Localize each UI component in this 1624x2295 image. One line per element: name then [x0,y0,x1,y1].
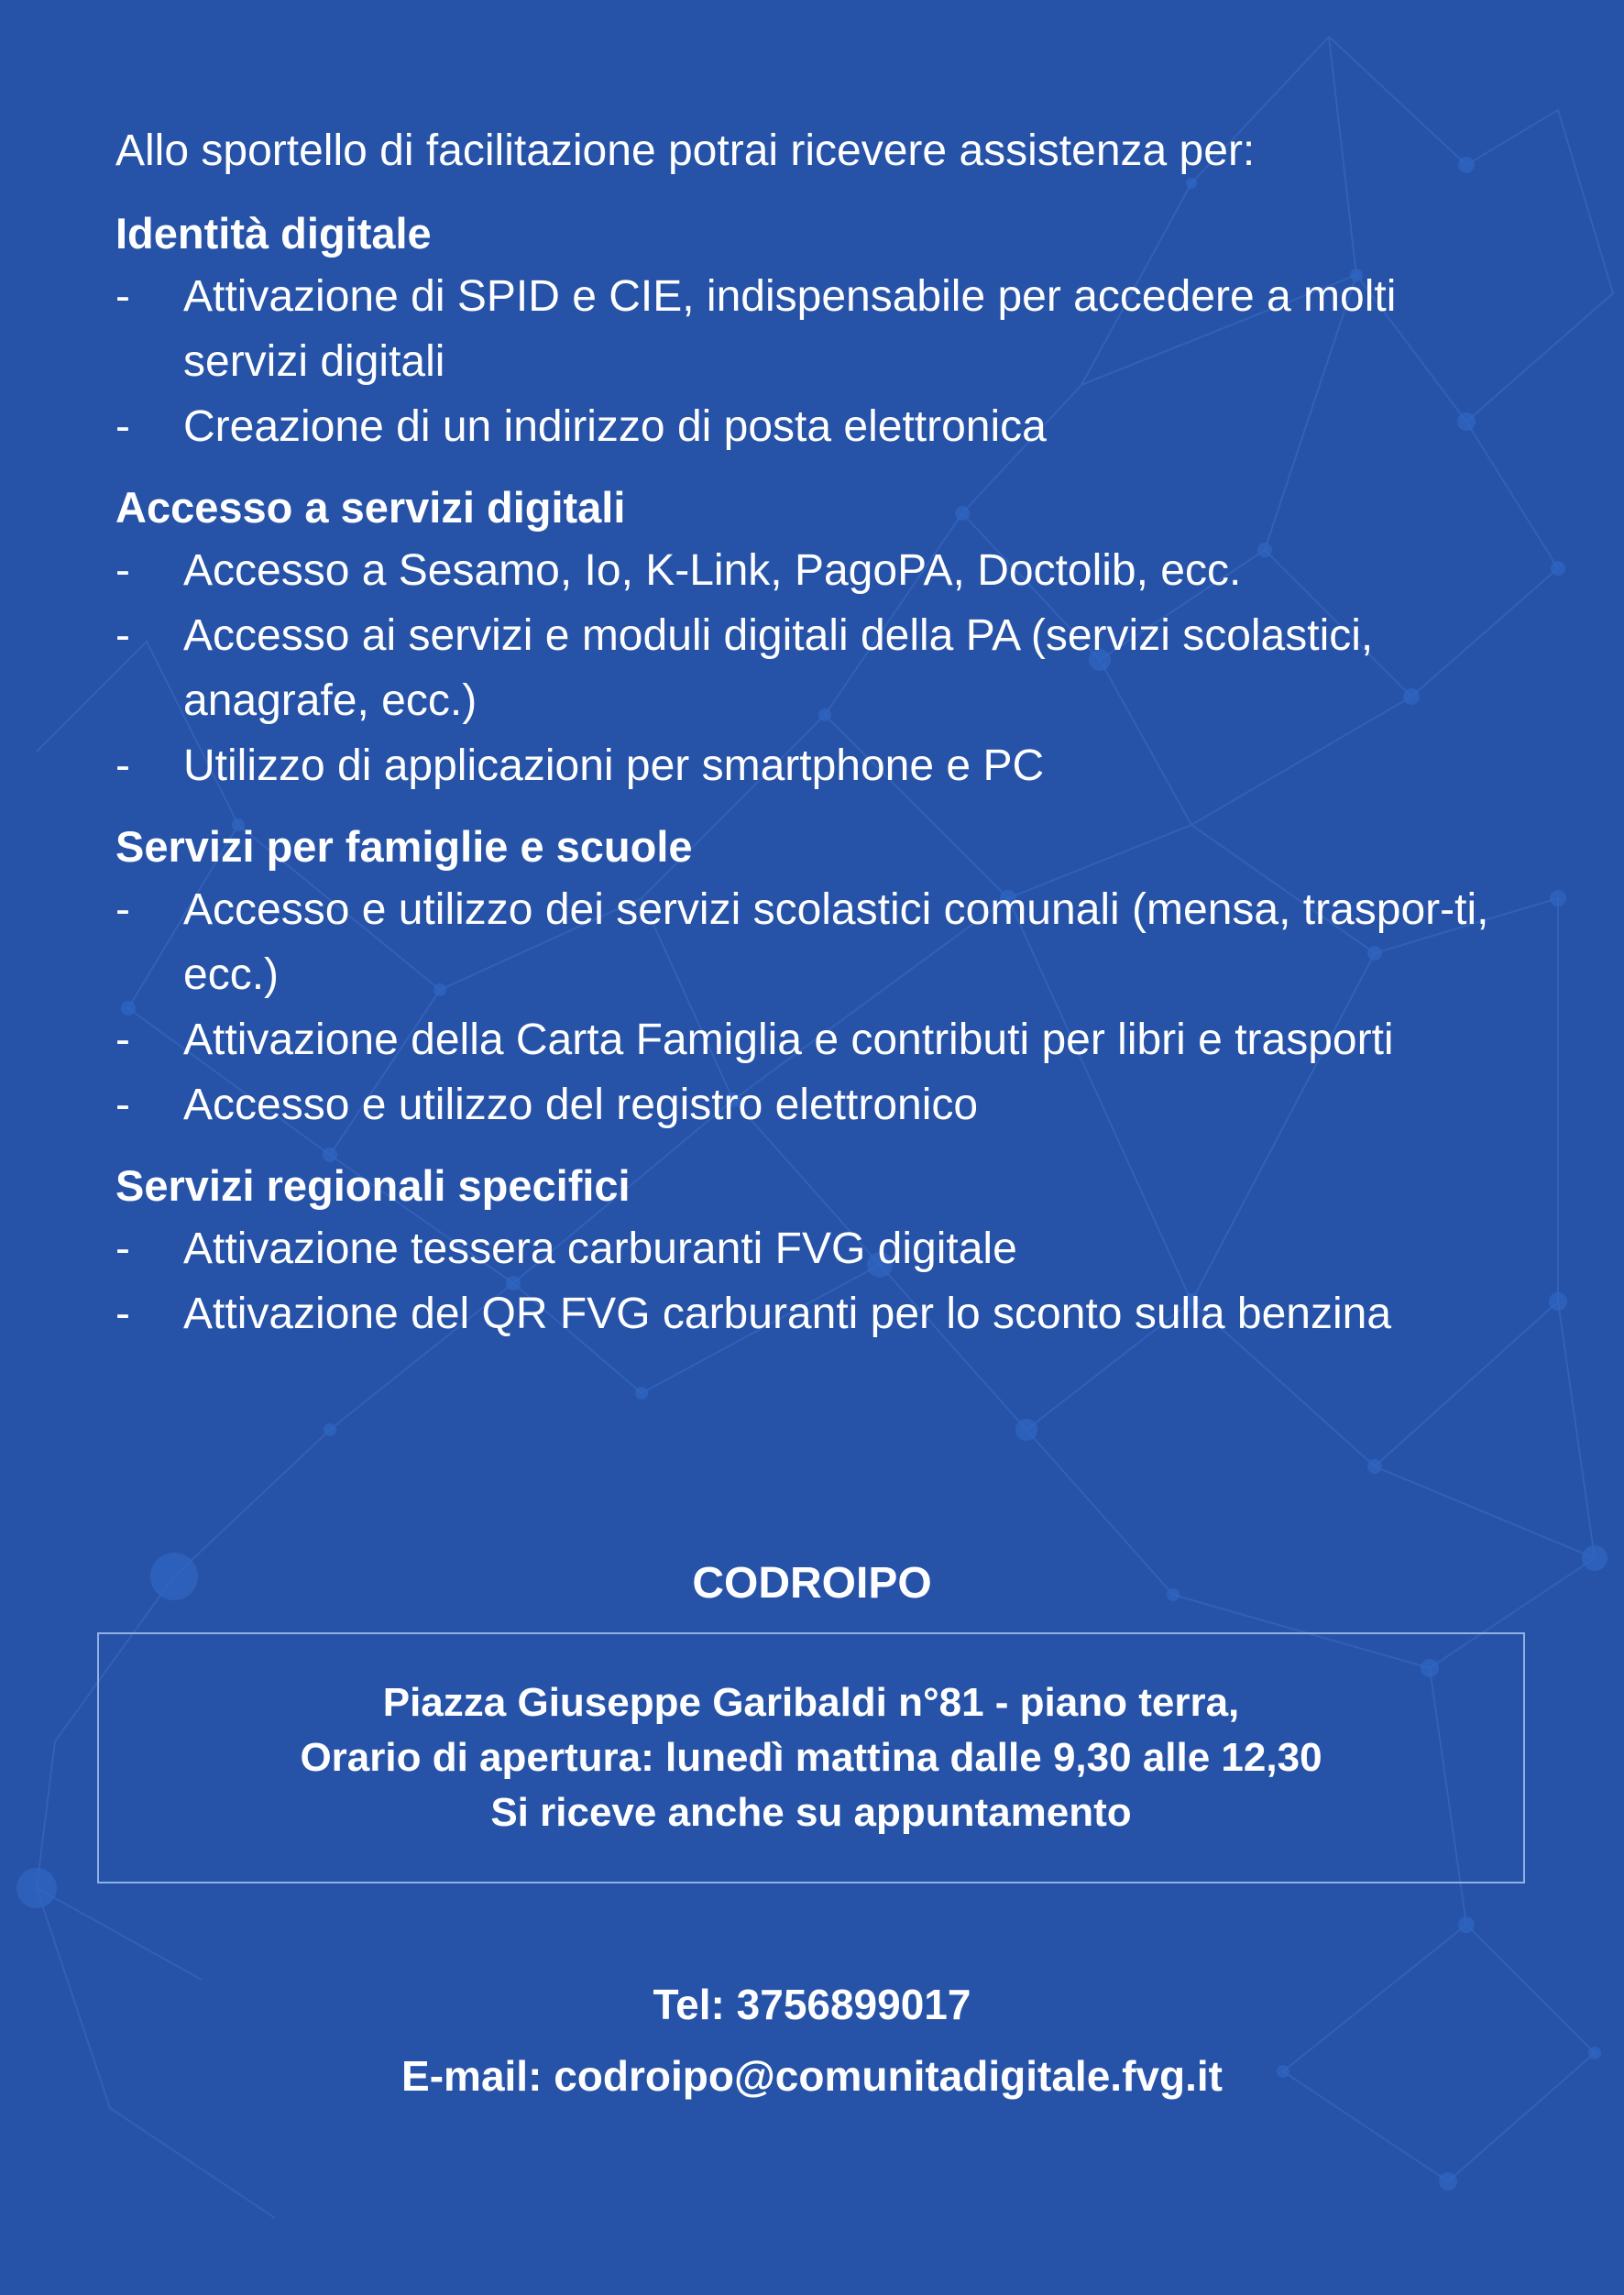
section-title: Servizi regionali specifici [115,1161,631,1210]
list-item-text: Attivazione del QR FVG carburanti per lo sconto sulla benzina [183,1290,1392,1338]
section-title: Servizi per famiglie e scuole [115,822,693,871]
list-item-text: Attivazione di SPID e CIE, indispensabile per accedere a molti servizi digitali [183,272,1397,386]
list-item-text: Accesso ai servizi e moduli digitali della PA (servizi scolastici, anagrafe, ecc.) [183,611,1374,725]
section-identita-digitale [115,203,1527,459]
services-sections [115,203,1527,1365]
dash-bullet: - [115,611,130,660]
city-title: CODROIPO [692,1559,932,1608]
list-item [115,394,1527,459]
section-famiglie-scuole [115,817,1527,1137]
dash-bullet: - [115,546,130,595]
address-box [97,1632,1525,1883]
dash-bullet: - [115,1016,130,1064]
address-line: Piazza Giuseppe Garibaldi n°81 - piano terra, [382,1680,1240,1725]
dash-bullet: - [115,1081,130,1129]
section-title: Identità digitale [115,209,432,258]
dash-bullet: - [115,1290,130,1338]
list-item-text: Accesso e utilizzo dei servizi scolastici comunali (mensa, traspor-ti, ecc.) [183,885,1489,999]
section-list [115,264,1527,459]
list-item [115,1281,1527,1346]
phone-number: Tel: 3756899017 [653,1981,971,2028]
section-title: Accesso a servizi digitali [115,483,626,532]
list-item-text: Accesso a Sesamo, Io, K-Link, PagoPA, Doctolib, ecc. [183,546,1242,595]
list-item-text: Attivazione della Carta Famiglia e contributi per libri e trasporti [183,1016,1394,1064]
list-item [115,733,1527,798]
list-item-text: Attivazione tessera carburanti FVG digitale [183,1224,1017,1273]
list-item [115,1072,1527,1137]
section-accesso-servizi-digitali [115,478,1527,798]
list-item-text: Utilizzo di applicazioni per smartphone e PC [183,741,1045,790]
list-item [115,603,1527,733]
list-item-text: Creazione di un indirizzo di posta elettronica [183,402,1047,451]
list-item [115,1216,1527,1281]
dash-bullet: - [115,1224,130,1273]
section-list [115,877,1527,1137]
list-item [115,538,1527,603]
section-list [115,1216,1527,1346]
dash-bullet: - [115,402,130,451]
list-item [115,877,1527,1007]
dash-bullet: - [115,741,130,790]
dash-bullet: - [115,885,130,934]
list-item-text: Accesso e utilizzo del registro elettronico [183,1081,979,1129]
opening-hours: Orario di apertura: lunedì mattina dalle 9,30 alle 12,30 [300,1735,1322,1780]
list-item [115,264,1527,394]
contact-info [0,1969,1624,2112]
section-list [115,538,1527,798]
section-servizi-regionali [115,1156,1527,1346]
intro-text: Allo sportello di facilitazione potrai ricevere assistenza per: [115,126,1256,175]
appointment-note: Si riceve anche su appuntamento [490,1790,1132,1835]
dash-bullet: - [115,272,130,321]
email-address: E-mail: codroipo@comunitadigitale.fvg.it [401,2052,1223,2100]
list-item [115,1007,1527,1072]
